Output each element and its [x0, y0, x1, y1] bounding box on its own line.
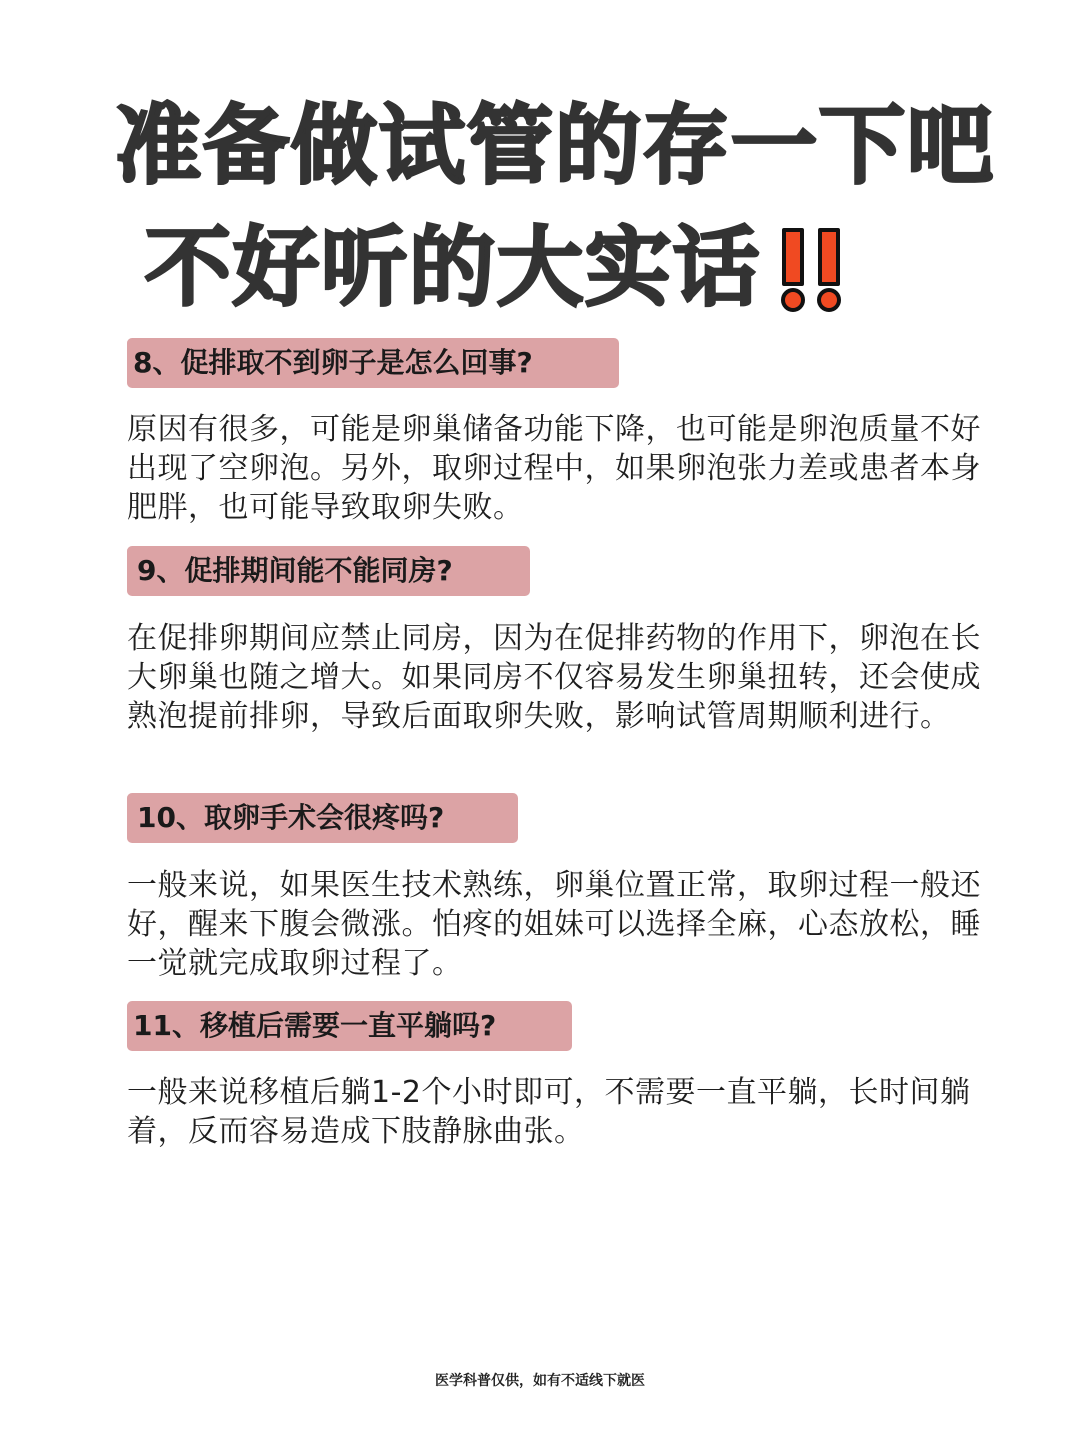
page-title-line-2-text: 不好听的大实话 — [145, 218, 761, 318]
question-label-10: 10、取卵手术会很疼吗? — [127, 793, 518, 843]
double-exclamation-icon — [779, 228, 843, 314]
page-title-line-1: 准备做试管的存一下吧 — [115, 96, 995, 196]
answer-text-9: 在促排卵期间应禁止同房，因为在促排药物的作用下，卵泡在长大卵巢也随之增大。如果同房不仅容易发生卵巢扭转，还会使成熟泡提前排卵，导致后面取卵失败，影响试管周期顺利进行。 — [127, 621, 981, 734]
answer-text-10: 一般来说，如果医生技术熟练，卵巢位置正常，取卵过程一般还好，醒来下腹会微涨。怕疼的姐妹可以选择全麻，心态放松，睡一觉就完成取卵过程了。 — [127, 868, 981, 981]
answer-text-11: 一般来说移植后躺1-2个小时即可，不需要一直平躺，长时间躺着，反而容易造成下肢静脉曲张。 — [127, 1075, 971, 1149]
page-title-line-2 — [145, 218, 843, 318]
question-label-11: 11、移植后需要一直平躺吗? — [127, 1001, 572, 1051]
answer-text-8: 原因有很多，可能是卵巢储备功能下降，也可能是卵泡质量不好出现了空卵泡。另外，取卵过程中，如果卵泡张力差或患者本身肥胖，也可能导致取卵失败。 — [127, 412, 981, 525]
question-label-8: 8、促排取不到卵子是怎么回事? — [127, 338, 619, 388]
exclamation-icon — [815, 228, 843, 314]
exclamation-icon — [779, 228, 807, 314]
disclaimer-footer: 医学科普仅供，如有不适线下就医 — [435, 1373, 645, 1389]
question-label-9: 9、促排期间能不能同房? — [127, 546, 530, 596]
